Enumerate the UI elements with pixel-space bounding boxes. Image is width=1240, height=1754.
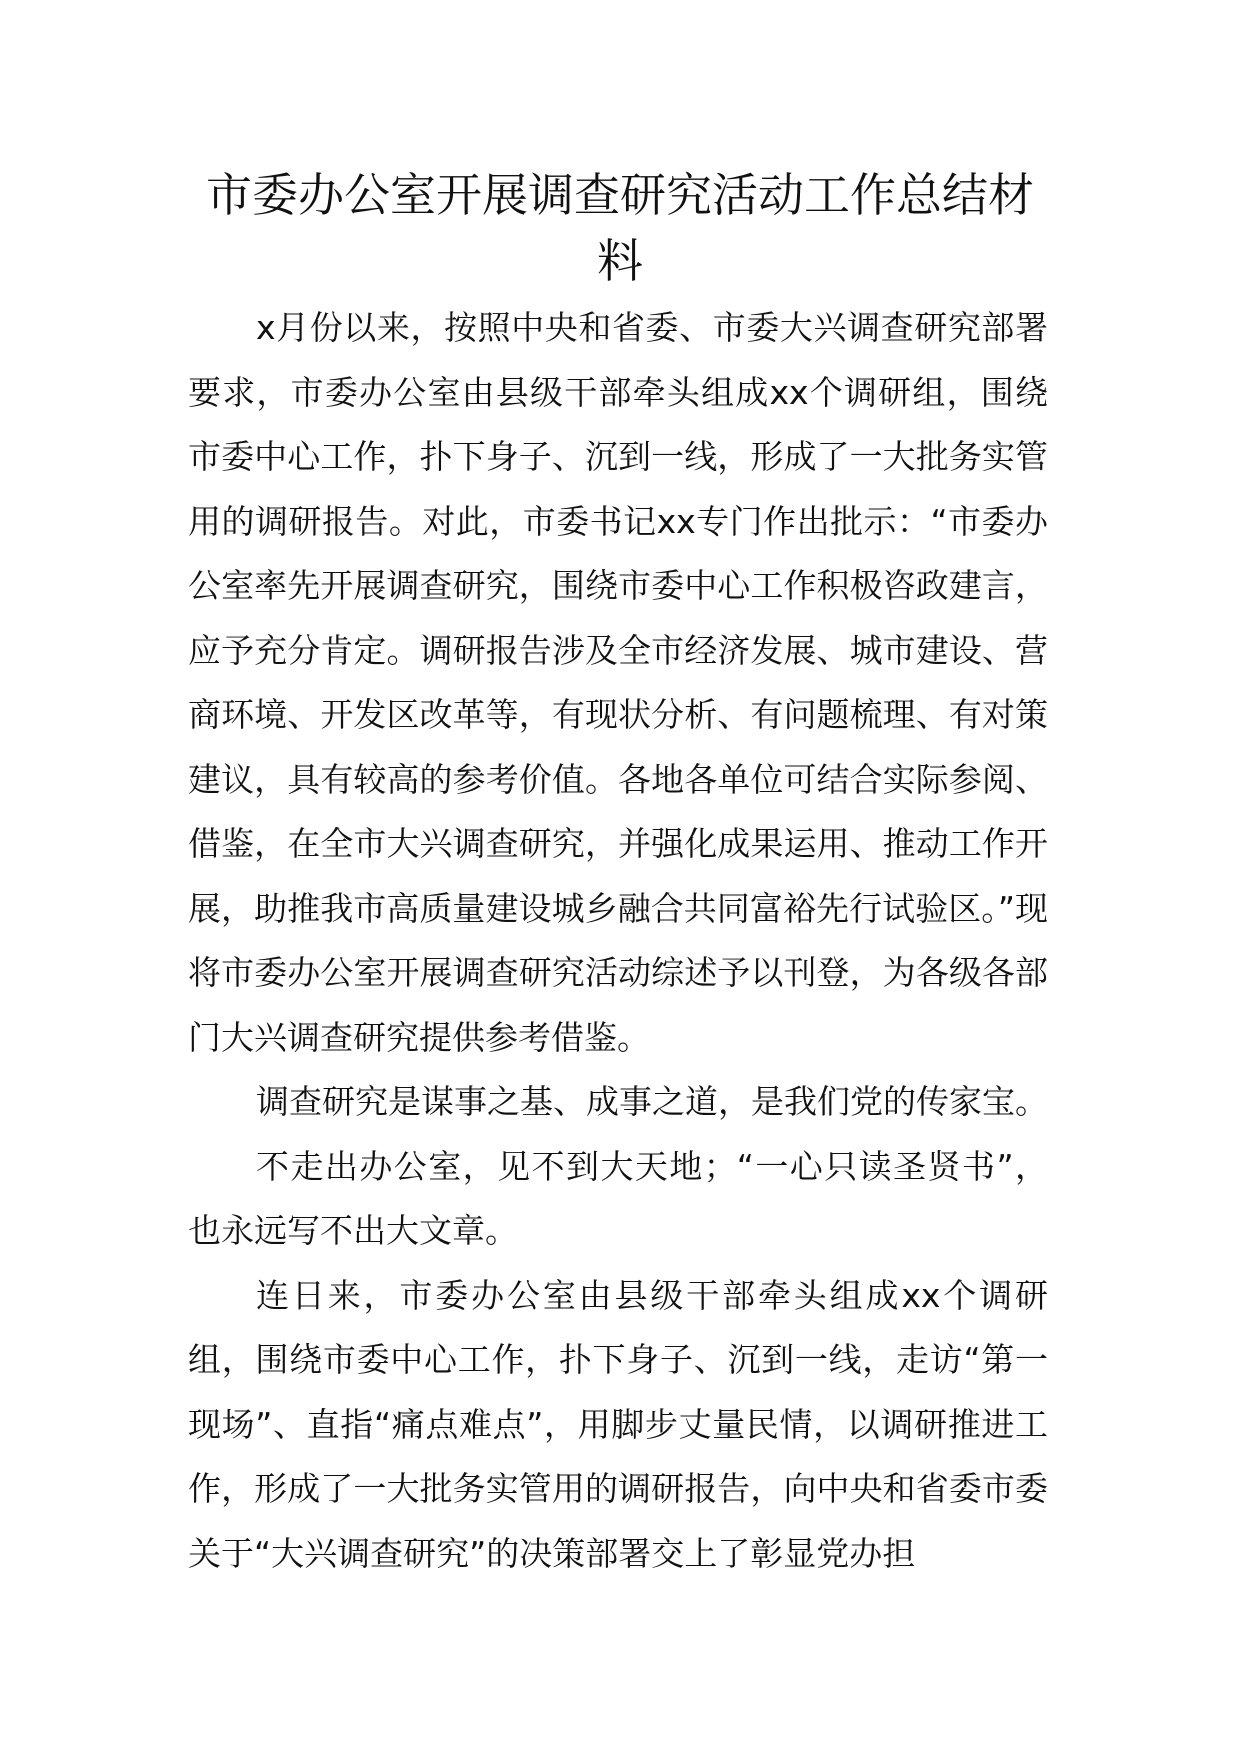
document-title: 市委办公室开展调查研究活动工作总结材料 — [206, 168, 1034, 288]
paragraph-recent-work: 连日来，市委办公室由县级干部牵头组成xx个调研组，围绕市委中心工作，扑下身子、沉到一线，走访“第一现场”、直指“痛点难点”，用脚步丈量民情，以调研推进工作，形成了一大批务实管用的调研报告，向中央和省委市委关于“大兴调查研究”的决策部署交上了彰显党办担 — [188, 1275, 1048, 1573]
paragraph-research-foundation: 调查研究是谋事之基、成事之道，是我们党的传家宝。 — [256, 1082, 1048, 1121]
paragraph-leave-office: 不走出办公室，见不到大天地；“一心只读圣贤书”，也永远写不出大文章。 — [188, 1146, 1048, 1250]
document-body — [188, 296, 1048, 1586]
paragraph-intro: x月份以来，按照中央和省委、市委大兴调查研究部署要求，市委办公室由县级干部牵头组成xx个调研组，围绕市委中心工作，扑下身子、沉到一线，形成了一大批务实管用的调研报告。对此，市委书记xx专门作出批示：“市委办公室率先开展调查研究，围绕市委中心工作积极咨政建言，应予充分肯定。调研报告涉及全市经济发展、城市建设、营商环境、开发区改革等，有现状分析、有问题梳理、有对策建议，具有较高的参考价值。各地各单位可结合实际参阅、借鉴，在全市大兴调查研究，并强化成果运用、推动工作开展，助推我市高质量建设城乡融合共同富裕先行试验区。”现将市委办公室开展调查研究活动综述予以刊登，为各级各部门大兴调查研究提供参考借鉴。 — [188, 308, 1048, 1057]
